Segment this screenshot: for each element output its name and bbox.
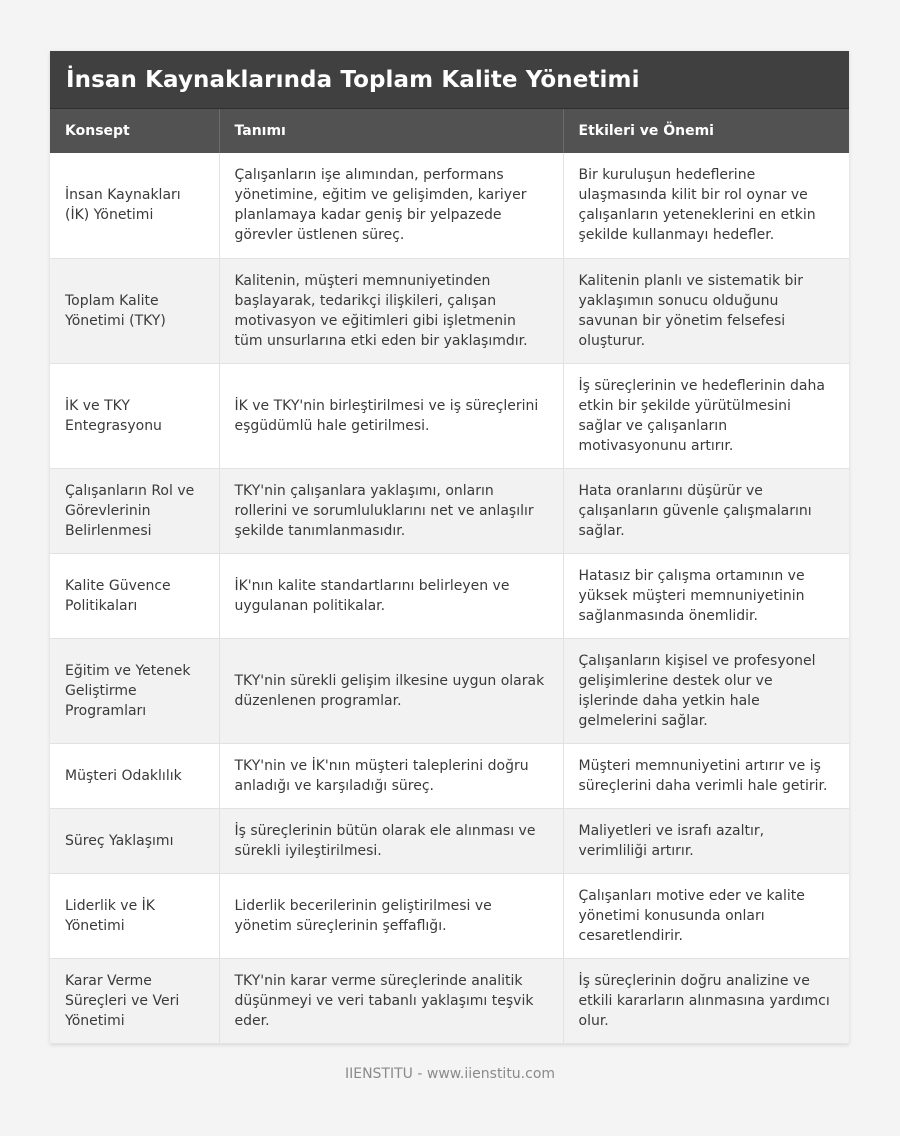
footer-credit: IIENSTITU - www.iienstitu.com xyxy=(344,1066,556,1082)
definition-cell: TKY'nin ve İK'nın müşteri taleplerini doğru anladığı ve karşıladığı süreç. xyxy=(219,743,563,808)
effects-cell: Hata oranlarını düşürür ve çalışanların güvenle çalışmalarını sağlar. xyxy=(563,468,849,553)
title-bar xyxy=(50,51,849,109)
effects-cell: Müşteri memnuniyetini artırır ve iş süreçlerini daha verimli hale getirir. xyxy=(563,743,849,808)
table-header-row xyxy=(50,109,849,153)
definition-cell: Kalitenin, müşteri memnuniyetinden başlayarak, tedarikçi ilişkileri, çalışan motivasyon ve eğitimleri gibi işletmenin tüm unsurlarına etki eden bir yaklaşımdır. xyxy=(219,258,563,363)
table-row xyxy=(50,468,849,553)
concept-cell: İK ve TKY Entegrasyonu xyxy=(50,363,219,468)
table-row xyxy=(50,258,849,363)
concept-cell: Toplam Kalite Yönetimi (TKY) xyxy=(50,258,219,363)
concept-cell: İnsan Kaynakları (İK) Yönetimi xyxy=(50,153,219,258)
effects-cell: Kalitenin planlı ve sistematik bir yaklaşımın sonucu olduğunu savunan bir yönetim felsefesi oluşturur. xyxy=(563,258,849,363)
table-row xyxy=(50,553,849,638)
concept-cell: Çalışanların Rol ve Görevlerinin Belirlenmesi xyxy=(50,468,219,553)
concept-cell: Karar Verme Süreçleri ve Veri Yönetimi xyxy=(50,958,219,1043)
header-concept: Konsept xyxy=(50,109,219,153)
concept-cell: Müşteri Odaklılık xyxy=(50,743,219,808)
effects-cell: Bir kuruluşun hedeflerine ulaşmasında kilit bir rol oynar ve çalışanların yeteneklerini en etkin şekilde kullanmayı hedefler. xyxy=(563,153,849,258)
concept-cell: Kalite Güvence Politikaları xyxy=(50,553,219,638)
effects-cell: Maliyetleri ve israfı azaltır, verimliliği artırır. xyxy=(563,808,849,873)
definition-cell: İş süreçlerinin bütün olarak ele alınması ve sürekli iyileştirilmesi. xyxy=(219,808,563,873)
definition-cell: TKY'nin çalışanlara yaklaşımı, onların rollerini ve sorumluluklarını net ve anlaşılır şekilde tanımlanmasıdır. xyxy=(219,468,563,553)
header-definition: Tanımı xyxy=(219,109,563,153)
concept-cell: Liderlik ve İK Yönetimi xyxy=(50,873,219,958)
definition-cell: Çalışanların işe alımından, performans yönetimine, eğitim ve gelişimden, kariyer planlamaya kadar geniş bir yelpazede görevler üstlenen süreç. xyxy=(219,153,563,258)
effects-cell: İş süreçlerinin doğru analizine ve etkili kararların alınmasına yardımcı olur. xyxy=(563,958,849,1043)
content-card xyxy=(50,51,849,1044)
table-row xyxy=(50,153,849,258)
concept-cell: Eğitim ve Yetenek Geliştirme Programları xyxy=(50,638,219,743)
concept-cell: Süreç Yaklaşımı xyxy=(50,808,219,873)
definition-cell: TKY'nin sürekli gelişim ilkesine uygun olarak düzenlenen programlar. xyxy=(219,638,563,743)
definition-cell: İK'nın kalite standartlarını belirleyen ve uygulanan politikalar. xyxy=(219,553,563,638)
table-row xyxy=(50,808,849,873)
effects-cell: Hatasız bir çalışma ortamının ve yüksek müşteri memnuniyetinin sağlanmasında önemlidir. xyxy=(563,553,849,638)
effects-cell: İş süreçlerinin ve hedeflerinin daha etkin bir şekilde yürütülmesini sağlar ve çalışanların motivasyonunu artırır. xyxy=(563,363,849,468)
effects-cell: Çalışanları motive eder ve kalite yönetimi konusunda onları cesaretlendirir. xyxy=(563,873,849,958)
table-row xyxy=(50,638,849,743)
definition-cell: TKY'nin karar verme süreçlerinde analitik düşünmeyi ve veri tabanlı yaklaşımı teşvik eder. xyxy=(219,958,563,1043)
page-title: İnsan Kaynaklarında Toplam Kalite Yönetimi xyxy=(66,66,640,93)
table-row xyxy=(50,958,849,1043)
definition-cell: İK ve TKY'nin birleştirilmesi ve iş süreçlerini eşgüdümlü hale getirilmesi. xyxy=(219,363,563,468)
table-row xyxy=(50,873,849,958)
table-row xyxy=(50,363,849,468)
concept-table xyxy=(50,109,849,1044)
definition-cell: Liderlik becerilerinin geliştirilmesi ve yönetim süreçlerinin şeffaflığı. xyxy=(219,873,563,958)
effects-cell: Çalışanların kişisel ve profesyonel gelişimlerine destek olur ve işlerinde daha yetkin hale gelmelerini sağlar. xyxy=(563,638,849,743)
table-row xyxy=(50,743,849,808)
header-effects: Etkileri ve Önemi xyxy=(563,109,849,153)
